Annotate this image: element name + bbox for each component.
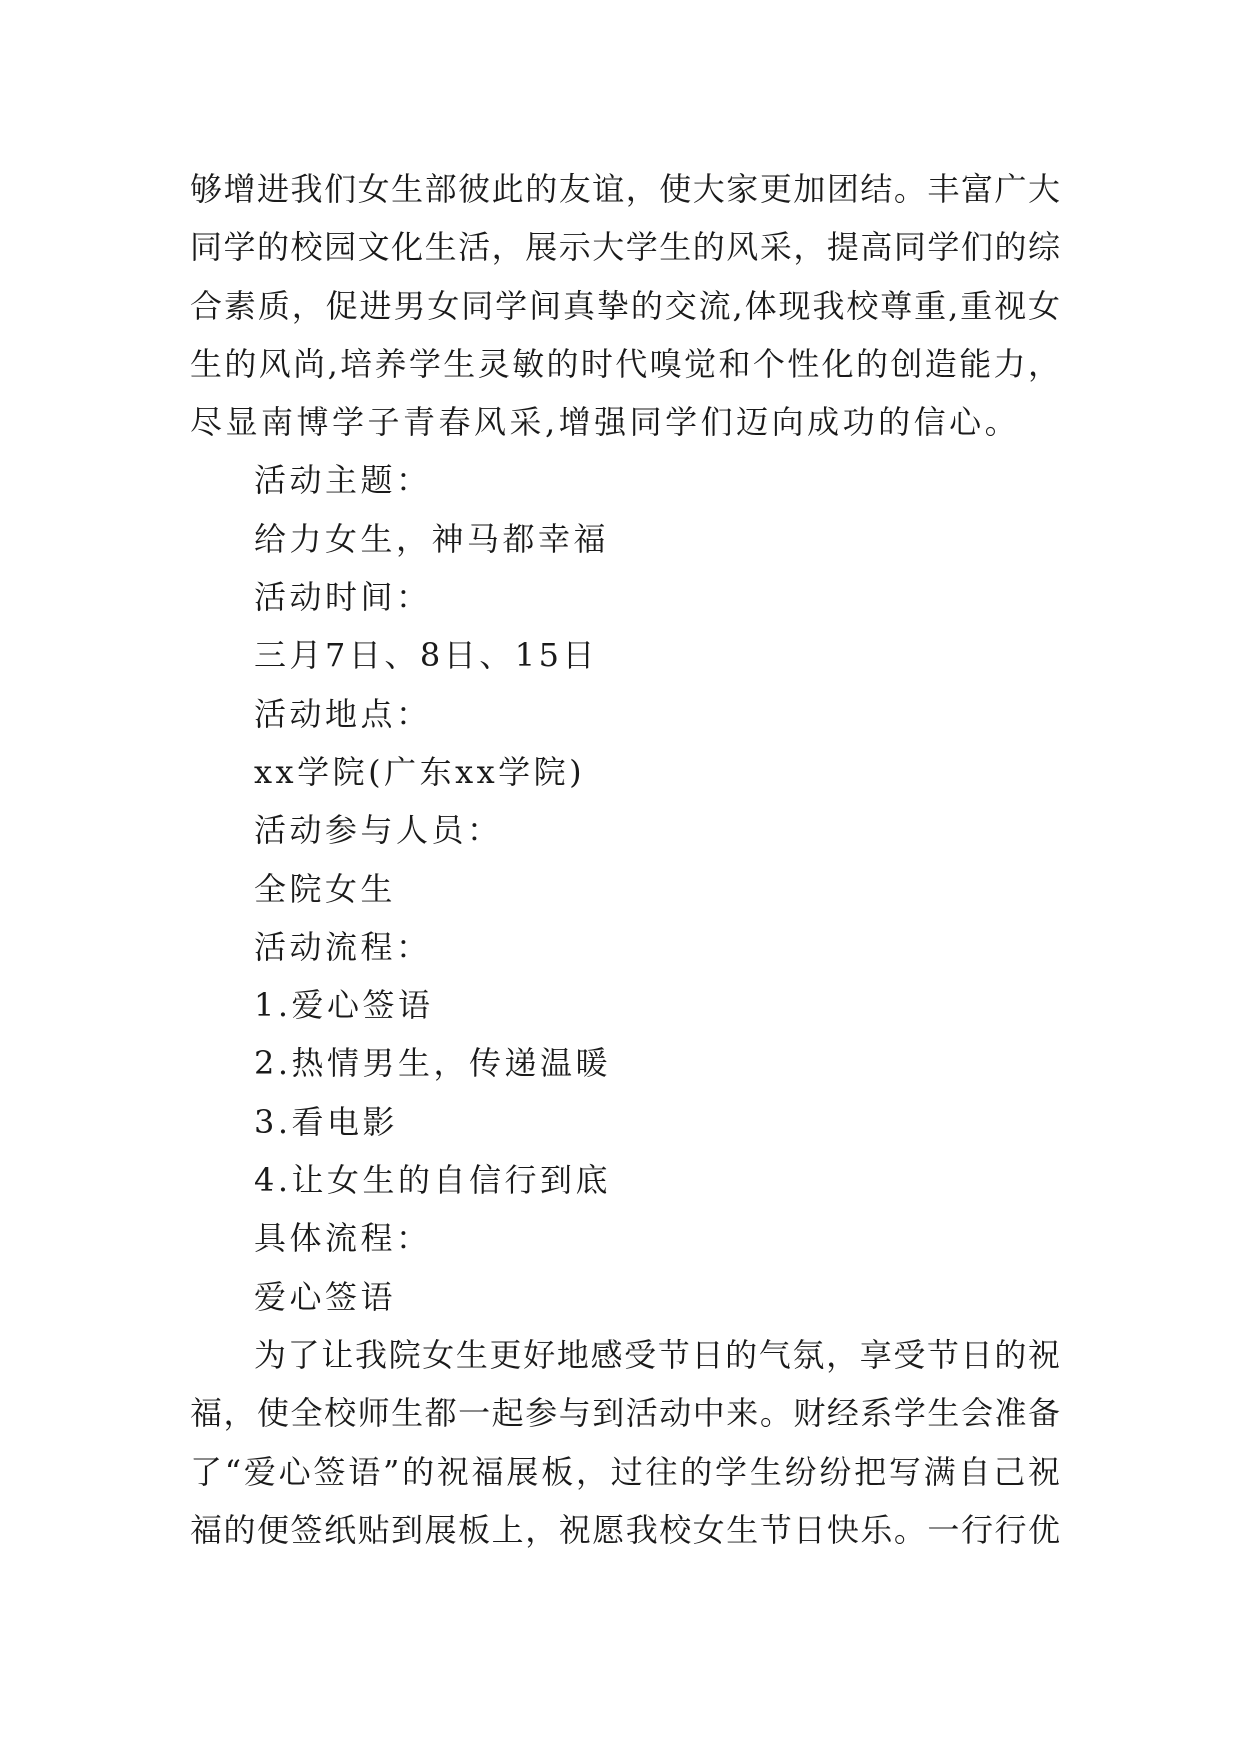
participants-value: 全院女生 (254, 869, 397, 908)
time-value: 三月7日、8日、15日 (254, 636, 598, 675)
intro-line-4: 生的风尚,培养学生灵敏的时代嗅觉和个性化的创造能力， (190, 344, 1060, 383)
participants-label: 活动参与人员： (254, 811, 503, 850)
detail-line-4: 福的便签纸贴到展板上，祝愿我校女生节日快乐。一行行优 (190, 1510, 1060, 1549)
intro-line-1: 够增进我们女生部彼此的友谊，使大家更加团结。丰富广大 (190, 170, 1060, 208)
process-label: 活动流程： (254, 927, 432, 966)
intro-line-5: 尽显南博学子青春风采,增强同学们迈向成功的信心。 (190, 403, 1021, 442)
theme-value: 给力女生，神马都幸福 (254, 519, 610, 558)
process-item-2: 2.热情男生，传递温暖 (254, 1044, 612, 1083)
intro-line-3: 合素质，促进男女同学间真挚的交流,体现我校尊重,重视女 (190, 286, 1060, 325)
detail-line-3: 了“爱心签语”的祝福展板，过往的学生纷纷把写满自己祝 (190, 1452, 1060, 1491)
theme-label: 活动主题： (254, 461, 432, 500)
process-item-1: 1.爱心签语 (254, 986, 434, 1025)
process-item-3: 3.看电影 (254, 1102, 399, 1141)
time-label: 活动时间： (254, 578, 432, 617)
place-value: xx学院(广东xx学院) (254, 752, 586, 791)
place-label: 活动地点： (254, 694, 432, 733)
detail-label: 具体流程： (254, 1219, 432, 1258)
detail-line-2: 福，使全校师生都一起参与到活动中来。财经系学生会准备 (190, 1394, 1060, 1433)
detail-line-1: 为了让我院女生更好地感受节日的气氛，享受节日的祝 (254, 1335, 1060, 1374)
document-page (190, 160, 1060, 1559)
detail-heading: 爱心签语 (254, 1277, 397, 1316)
process-item-4: 4.让女生的自信行到底 (254, 1161, 612, 1200)
intro-line-2: 同学的校园文化生活，展示大学生的风采，提高同学们的综 (190, 228, 1060, 267)
